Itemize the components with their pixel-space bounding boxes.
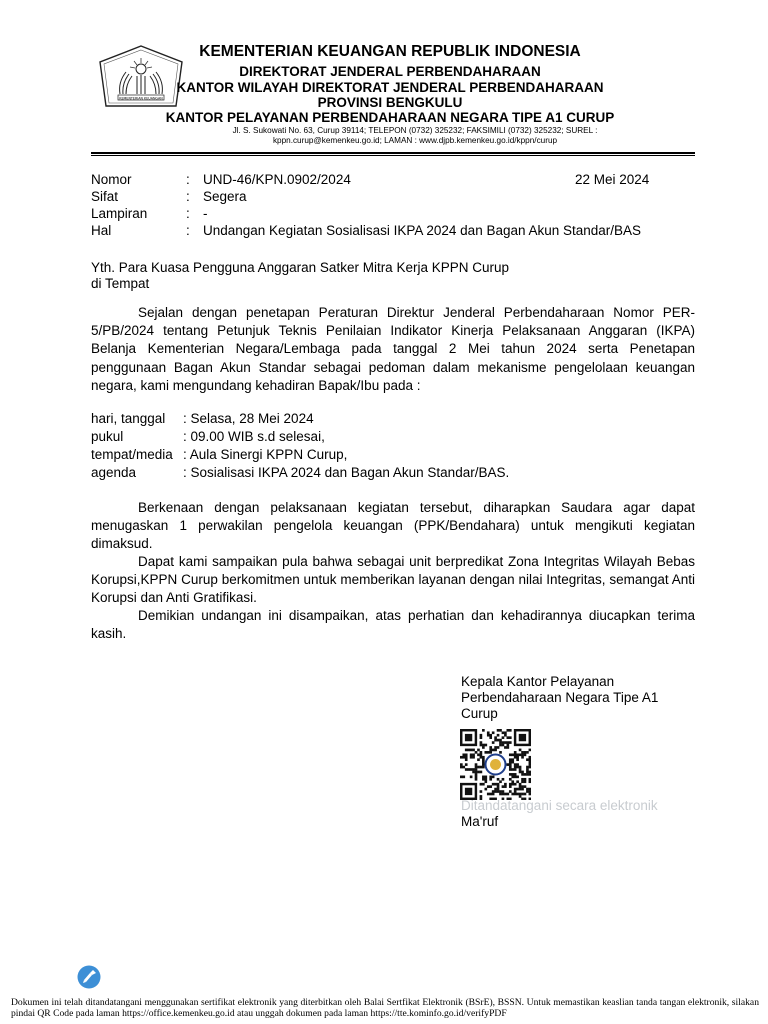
signatory-title-2: Perbendaharaan Negara Tipe A1 (461, 690, 659, 705)
sifat-value: Segera (203, 189, 247, 204)
detail-value: : Sosialisasi IKPA 2024 dan Bagan Akun Standar/BAS. (183, 465, 510, 480)
hal-colon: : (186, 223, 190, 238)
lampiran-value: - (203, 206, 208, 221)
nomor-value: UND-46/KPN.0902/2024 (203, 172, 351, 187)
nomor-label: Nomor (91, 172, 132, 187)
body-paragraph-4: Demikian undangan ini disampaikan, atas perhatian dan kehadirannya diucapkan terima kasih. (91, 608, 695, 642)
signatory-name: Ma'ruf (461, 814, 499, 829)
body-paragraph-1: Sejalan dengan penetapan Peraturan Direktur Jenderal Perbendaharaan Nomor PER-5/PB/2024 tentang Petunjuk Teknis Penilaian Indikator Kinerja Pelaksanaan Anggaran (IKPA) Belanja Kementerian Negara/Lembaga pada tanggal 2 Mei tahun 2024 serta Penetapan penggunaan Bagan Akun Standar sebagai pedoman dalam mekanisme pengelolaan keuangan negara, kami mengundang kehadiran Bapak/Ibu pada : (91, 305, 695, 393)
logo-text: KEMENTERIAN KEUANGAN (119, 96, 163, 101)
letter-date: 22 Mei 2024 (575, 172, 650, 187)
signatory-title-1: Kepala Kantor Pelayanan (461, 674, 615, 689)
lampiran-colon: : (186, 206, 190, 221)
letterhead-divider-thin (91, 155, 695, 156)
recipient-location: di Tempat (91, 276, 150, 291)
letterhead-divider (91, 152, 695, 154)
detail-value: : 09.00 WIB s.d selesai, (183, 429, 325, 444)
detail-label: tempat/media (91, 447, 173, 462)
detail-value: : Selasa, 28 Mei 2024 (183, 411, 314, 426)
body-paragraph-3: Dapat kami sampaikan pula bahwa sebagai unit berpredikat Zona Integritas Wilayah Bebas Korupsi,KPPN Curup berkomitmen untuk memberikan layanan dengan nilai Integritas, semangat Anti Korupsi dan Anti Gratifikasi. (91, 554, 695, 606)
detail-value: : Aula Sinergi KPPN Curup, (183, 447, 348, 462)
detail-label: agenda (91, 465, 137, 480)
signatory-title-3: Curup (461, 706, 498, 721)
office-address-line2: kppn.curup@kemenkeu.go.id; LAMAN : www.djpb.kemenkeu.go.id/kppn/curup (272, 136, 558, 145)
detail-label: hari, tanggal (91, 411, 166, 426)
bsre-badge-icon (77, 965, 101, 989)
sifat-colon: : (186, 189, 190, 204)
hal-label: Hal (91, 223, 112, 238)
sifat-label: Sifat (91, 189, 119, 204)
body-paragraph-2: Berkenaan dengan pelaksanaan kegiatan tersebut, diharapkan Saudara agar dapat menugaskan 1 perwakilan pengelola keuangan (PPK/Bendahara) untuk mengikuti kegiatan dimaksud. (91, 500, 695, 552)
nomor-colon: : (186, 172, 190, 187)
footer-note: Dokumen ini telah ditandatangani menggunakan sertifikat elektronik yang diterbitkan oleh Balai Sertfikat Elektronik (BSrE), BSSN. Untuk memastikan keaslian tanda tangan elektronik, silakan pindai QR Code pada laman https://office.kemenkeu.go.id atau unggah dokumen pada laman https://tte.kominfo.go.id/verifyPDF (11, 997, 759, 1019)
lampiran-label: Lampiran (91, 206, 148, 221)
e-sign-note: Ditandatangani secara elektronik (461, 798, 658, 813)
regional-office-name: KANTOR WILAYAH DIREKTORAT JENDERAL PERBENDAHARAAN (176, 80, 604, 95)
office-address-line1: Jl. S. Sukowati No. 63, Curup 39114; TELEPON (0732) 325232; FAKSIMILI (0732) 325232; SUREL : (232, 126, 598, 135)
hal-value: Undangan Kegiatan Sosialisasi IKPA 2024 dan Bagan Akun Standar/BAS (203, 223, 642, 238)
ministry-name: KEMENTERIAN KEUANGAN REPUBLIK INDONESIA (199, 43, 581, 60)
office-name: KANTOR PELAYANAN PERBENDAHARAAN NEGARA TIPE A1 CURUP (165, 110, 615, 125)
directorate-name: DIREKTORAT JENDERAL PERBENDAHARAAN (239, 64, 541, 79)
detail-label: pukul (91, 429, 124, 444)
qr-code-icon (460, 729, 531, 800)
recipient-line: Yth. Para Kuasa Pengguna Anggaran Satker Mitra Kerja KPPN Curup (91, 260, 509, 275)
province-name: PROVINSI BENGKULU (317, 95, 463, 110)
